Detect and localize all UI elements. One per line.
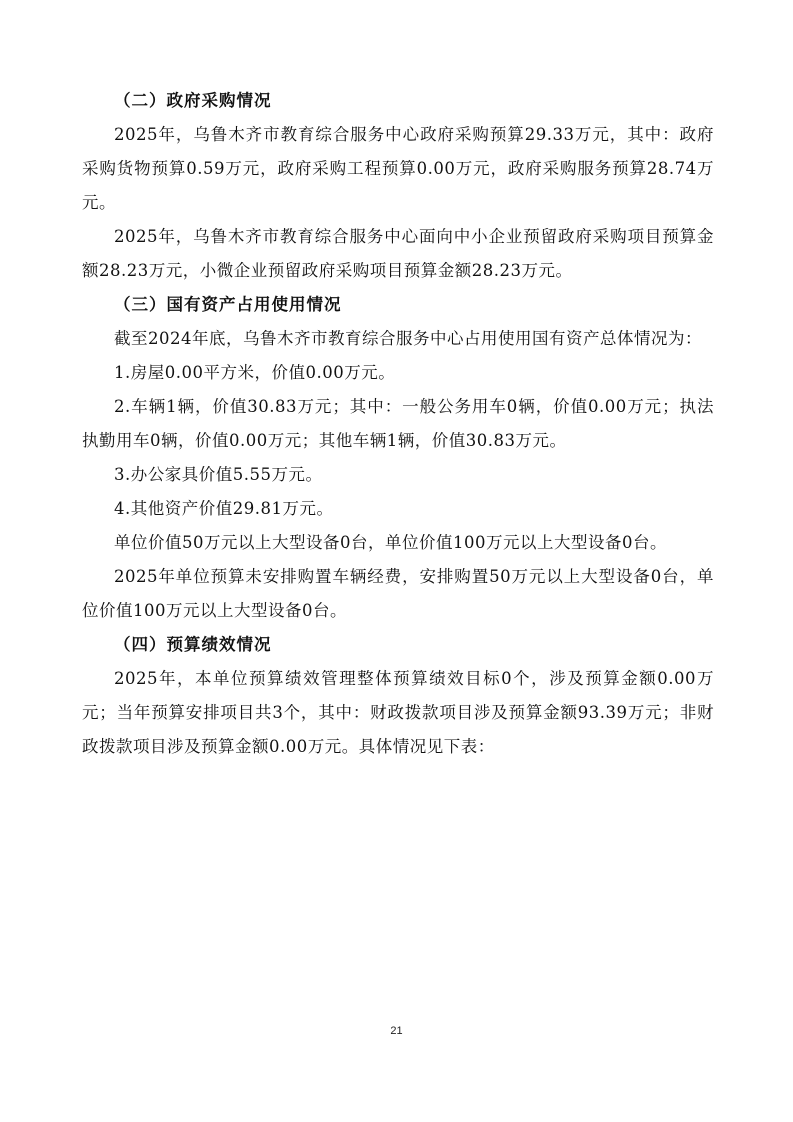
assets-paragraph-2: 单位价值50万元以上大型设备0台，单位价值100万元以上大型设备0台。	[114, 533, 667, 552]
performance-paragraph-1: 2025年，本单位预算绩效管理整体预算绩效目标0个，涉及预算金额0.00万元；当年预算安排项目共3个，其中：财政拨款项目涉及预算金额93.39万元；非财政拨款项目涉及预算金额0.00万元。具体情况见下表：	[82, 669, 714, 756]
section-heading-assets: （三）国有资产占用使用情况	[114, 295, 342, 314]
assets-paragraph-3: 2025年单位预算未安排购置车辆经费，安排购置50万元以上大型设备0台，单位价值100万元以上大型设备0台。	[82, 567, 714, 620]
section-heading-procurement: （二）政府采购情况	[114, 91, 272, 110]
assets-item-3: 3.办公家具价值5.55万元。	[114, 465, 323, 484]
assets-item-2: 2.车辆1辆，价值30.83万元；其中：一般公务用车0辆，价值0.00万元；执法执勤用车0辆，价值0.00万元；其他车辆1辆，价值30.83万元。	[82, 397, 714, 450]
page-number: 21	[390, 1025, 403, 1037]
assets-item-4: 4.其他资产价值29.81万元。	[114, 499, 334, 518]
assets-paragraph-1: 截至2024年底，乌鲁木齐市教育综合服务中心占用使用国有资产总体情况为：	[114, 329, 702, 348]
page-content	[82, 84, 714, 764]
assets-item-1: 1.房屋0.00平方米，价值0.00万元。	[114, 363, 396, 382]
procurement-paragraph-2: 2025年，乌鲁木齐市教育综合服务中心面向中小企业预留政府采购项目预算金额28.23万元，小微企业预留政府采购项目预算金额28.23万元。	[82, 227, 714, 280]
section-heading-performance: （四）预算绩效情况	[114, 635, 272, 654]
procurement-paragraph-1: 2025年，乌鲁木齐市教育综合服务中心政府采购预算29.33万元，其中：政府采购货物预算0.59万元，政府采购工程预算0.00万元，政府采购服务预算28.74万元。	[82, 125, 714, 212]
